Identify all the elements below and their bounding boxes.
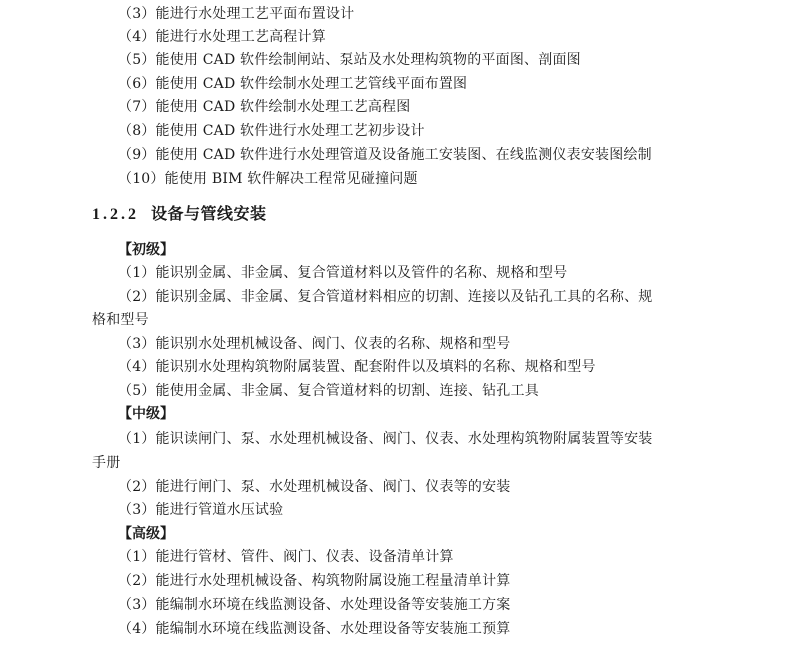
section-title: 设备与管线安装: [151, 204, 267, 223]
list-item: （3）能进行管道水压试验: [118, 502, 284, 518]
list-item-continuation: 手册: [92, 455, 121, 471]
list-item: （5）能使用 CAD 软件绘制闸站、泵站及水处理构筑物的平面图、剖面图: [118, 52, 581, 68]
level-label-intermediate: 【中级】: [118, 406, 174, 422]
list-item-continuation: 格和型号: [92, 312, 149, 328]
list-item: （1）能进行管材、管件、阀门、仪表、设备清单计算: [118, 549, 454, 565]
list-item: （2）能进行闸门、泵、水处理机械设备、阀门、仪表等的安装: [118, 479, 511, 495]
section-number: 1.2.2: [92, 206, 139, 223]
list-item: （8）能使用 CAD 软件进行水处理工艺初步设计: [118, 123, 425, 139]
section-heading: [92, 203, 267, 226]
list-item: （6）能使用 CAD 软件绘制水处理工艺管线平面布置图: [118, 76, 468, 92]
list-item: （3）能识别水处理机械设备、阀门、仪表的名称、规格和型号: [118, 336, 511, 352]
list-item: （3）能编制水环境在线监测设备、水处理设备等安装施工方案: [118, 597, 511, 613]
list-item: （9）能使用 CAD 软件进行水处理管道及设备施工安装图、在线监测仪表安装图绘制: [118, 147, 652, 163]
list-item: （7）能使用 CAD 软件绘制水处理工艺高程图: [118, 99, 411, 115]
list-item: （4）能进行水处理工艺高程计算: [118, 29, 326, 45]
list-item: （2）能进行水处理机械设备、构筑物附属设施工程量清单计算: [118, 573, 511, 589]
list-item: （1）能识读闸门、泵、水处理机械设备、阀门、仪表、水处理构筑物附属装置等安装: [118, 431, 653, 447]
list-item: （5）能使用金属、非金属、复合管道材料的切割、连接、钻孔工具: [118, 383, 539, 399]
level-label-junior: 【初级】: [118, 242, 174, 258]
level-label-senior: 【高级】: [118, 526, 174, 542]
list-item: （3）能进行水处理工艺平面布置设计: [118, 6, 355, 22]
list-item: （4）能识别水处理构筑物附属装置、配套附件以及填料的名称、规格和型号: [118, 359, 596, 375]
list-item: （1）能识别金属、非金属、复合管道材料以及管件的名称、规格和型号: [118, 265, 568, 281]
list-item: （10）能使用 BIM 软件解决工程常见碰撞问题: [118, 171, 418, 187]
list-item: （4）能编制水环境在线监测设备、水处理设备等安装施工预算: [118, 621, 511, 637]
list-item: （2）能识别金属、非金属、复合管道材料相应的切割、连接以及钻孔工具的名称、规: [118, 289, 653, 305]
